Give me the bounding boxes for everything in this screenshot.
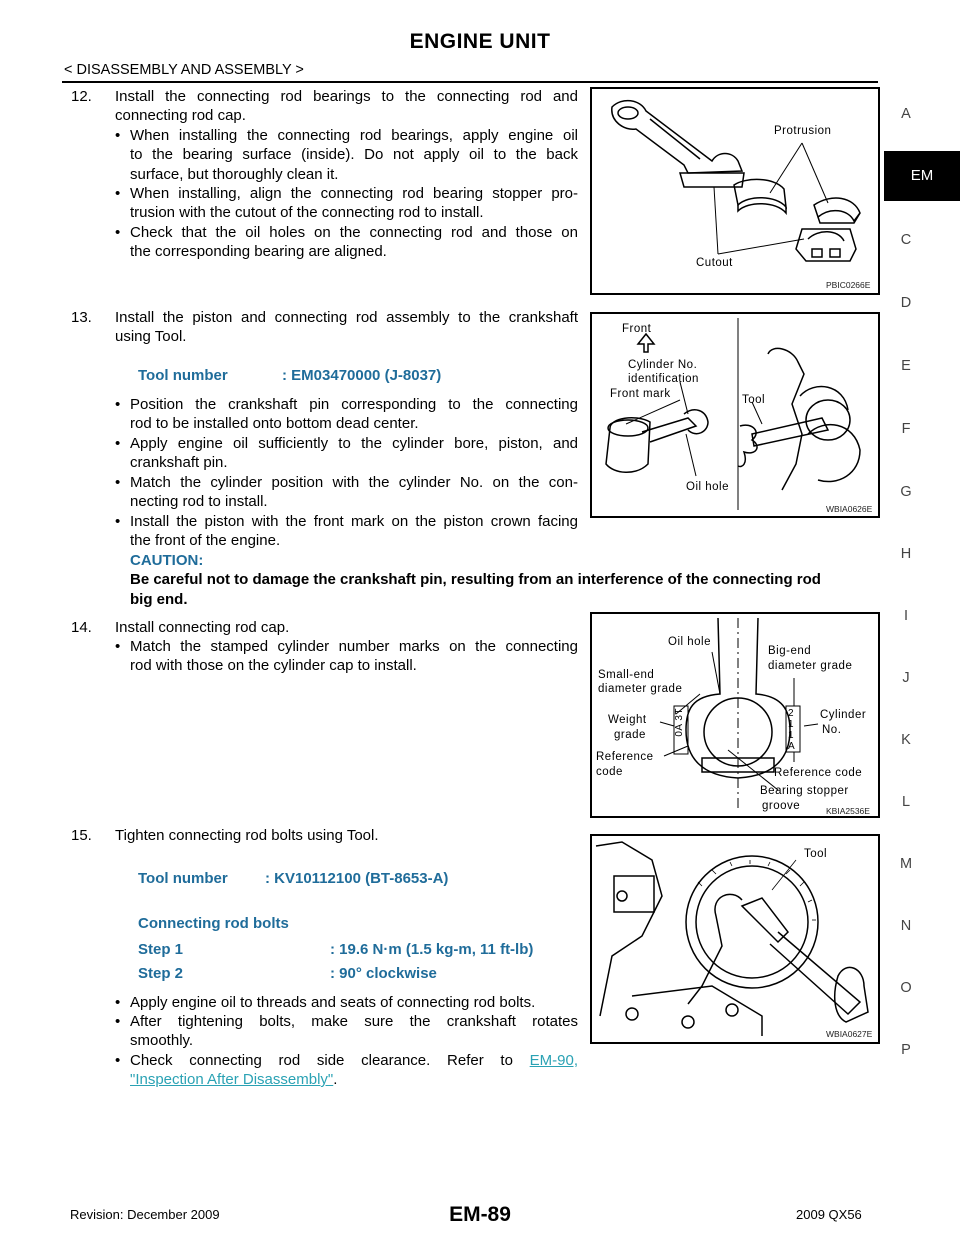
step-13-b2-l1: Apply engine oil sufficiently to the cylinder bore, piston, and [130, 435, 578, 452]
step-13-tool-label: Tool number [138, 367, 228, 384]
label-cylinder-id-1: Cylinder No. [628, 359, 698, 371]
step1-value: : 19.6 N·m (1.5 kg-m, 11 ft-lb) [330, 941, 534, 958]
figure-connecting-rod-bearings [590, 87, 880, 295]
stamp-grade-cylinder: 211A [788, 708, 796, 752]
bullet: • [115, 127, 121, 144]
label-tool: Tool [804, 848, 828, 860]
step-13-b3-l1: Match the cylinder position with the cylinder No. on the con- [130, 474, 578, 491]
side-tab-j[interactable]: J [902, 670, 910, 686]
label-reference-left-2: code [596, 766, 623, 778]
label-oil-hole: Oil hole [686, 481, 729, 493]
label-cylinder-2: No. [822, 724, 842, 736]
side-tab-l[interactable]: L [901, 794, 911, 810]
label-small-end-1: Small-end [598, 669, 655, 681]
figure-cylinder-number-marks [590, 612, 880, 818]
label-reference-right: Reference code [774, 767, 863, 779]
step-12-text-2: connecting rod cap. [115, 107, 246, 124]
side-tab-m[interactable]: M [899, 856, 913, 872]
step-13-text-1: Install the piston and connecting rod assembly to the crankshaft [115, 309, 578, 326]
footer-model: 2009 QX56 [796, 1207, 862, 1222]
label-bearing-stopper-2: groove [762, 800, 801, 812]
step-13-b2-l2: crankshaft pin. [130, 454, 228, 471]
side-tab-c[interactable]: C [900, 232, 912, 248]
side-tab-a[interactable]: A [901, 106, 911, 122]
side-tab-n[interactable]: N [900, 918, 912, 934]
step-15-b2-l2: smoothly. [130, 1032, 194, 1049]
step-12-b2-l2: trusion with the cutout of the connecting rod to install. [130, 204, 484, 221]
step-15-text-1: Tighten connecting rod bolts using Tool. [115, 827, 379, 844]
bullet: • [115, 185, 121, 202]
step-14-b1-l2: rod with those on the cylinder cap to install. [130, 657, 417, 674]
link-em-90[interactable]: EM-90, [529, 1052, 579, 1069]
header-rule [62, 81, 878, 83]
step-15-number: 15. [71, 827, 92, 844]
figure-1-illustration [592, 89, 878, 293]
reference-end: . [333, 1071, 338, 1088]
label-front: Front [622, 323, 652, 335]
bullet: • [115, 224, 121, 241]
step-12-b1-l3: surface, but thoroughly clean it. [130, 166, 339, 183]
step-14-b1-l1: Match the stamped cylinder number marks on the connecting [130, 638, 578, 655]
bullet: • [115, 994, 121, 1011]
step-12-b3-l2: the corresponding bearing are aligned. [130, 243, 387, 260]
bullet: • [115, 435, 121, 452]
side-tab-k[interactable]: K [901, 732, 911, 748]
step1-label: Step 1 [138, 941, 184, 958]
step-13-b1-l2: rod to be installed onto bottom dead center. [130, 415, 419, 432]
step-13-b3-l2: necting rod to install. [130, 493, 268, 510]
side-tab-d[interactable]: D [900, 295, 912, 311]
label-reference-left-1: Reference [596, 751, 654, 763]
step-12-b1-l1: When installing the connecting rod bearings, apply engine oil [130, 127, 578, 144]
step-13-b1-l1: Position the crankshaft pin corresponding to the connecting [130, 396, 578, 413]
figure-id: PBIC0266E [826, 280, 871, 290]
step-15-b2-l1: After tightening bolts, make sure the crankshaft rotates [130, 1013, 578, 1030]
figure-id: WBIA0627E [826, 1029, 873, 1039]
step-12-number: 12. [71, 88, 92, 105]
caution-text-1: Be careful not to damage the crankshaft pin, resulting from an interference of the connecting rod [130, 571, 821, 588]
caution-label: CAUTION: [130, 552, 204, 569]
label-big-end-2: diameter grade [768, 660, 853, 672]
step2-value: : 90° clockwise [330, 965, 437, 982]
side-tab-g[interactable]: G [900, 484, 912, 500]
step2-label: Step 2 [138, 965, 184, 982]
step-12-b1-l2: to the bearing surface (inside). Do not apply oil to the back [130, 146, 578, 163]
step-13-b4-l1: Install the piston with the front mark on the piston crown facing [130, 513, 578, 530]
label-weight-2: grade [614, 729, 646, 741]
label-cylinder-id-2: identification [628, 373, 699, 385]
figure-piston-installation [590, 312, 880, 518]
footer-revision: Revision: December 2009 [70, 1207, 220, 1222]
reference-text: Check connecting rod side clearance. Refer to [130, 1052, 513, 1069]
step-14-number: 14. [71, 619, 92, 636]
step-14-text-1: Install connecting rod cap. [115, 619, 290, 636]
step-12-text-1: Install the connecting rod bearings to the connecting rod and [115, 88, 578, 105]
bullet: • [115, 474, 121, 491]
side-tab-f[interactable]: F [901, 421, 911, 437]
step-13-tool-value: : EM03470000 (J-8037) [282, 367, 442, 384]
section-breadcrumb: < DISASSEMBLY AND ASSEMBLY > [64, 62, 304, 78]
bullet: • [115, 638, 121, 655]
figure-2-illustration [592, 314, 878, 516]
side-tab-e[interactable]: E [901, 358, 911, 374]
page-number: EM-89 [449, 1203, 511, 1226]
label-protrusion: Protrusion [774, 125, 832, 137]
bullet: • [115, 513, 121, 530]
label-big-end-1: Big-end [768, 645, 812, 657]
label-small-end-2: diameter grade [598, 683, 683, 695]
step-12-b2-l1: When installing, align the connecting rod bearing stopper pro- [130, 185, 578, 202]
step-13-b4-l2: the front of the engine. [130, 532, 281, 549]
figure-tighten-rod-bolts [590, 834, 880, 1044]
label-front-mark: Front mark [610, 388, 671, 400]
figure-id: KBIA2536E [826, 806, 870, 816]
side-tab-h[interactable]: H [900, 546, 912, 562]
page-title: ENGINE UNIT [409, 30, 551, 53]
step-15-tool-label: Tool number [138, 870, 228, 887]
step-15-tool-value: : KV10112100 (BT-8653-A) [265, 870, 449, 887]
stamp-weight-reference: 0A 3T [674, 708, 685, 737]
step-13-text-2: using Tool. [115, 328, 187, 345]
label-cutout: Cutout [696, 257, 733, 269]
label-cylinder-1: Cylinder [820, 709, 867, 721]
step-15-b3-l1 [130, 1051, 578, 1071]
bullet: • [115, 1013, 121, 1030]
label-weight-1: Weight [608, 714, 647, 726]
active-section-tab-label[interactable]: EM [910, 167, 934, 184]
side-tab-i[interactable]: I [903, 608, 909, 624]
label-tool: Tool [742, 394, 766, 406]
step-15-b1-l1: Apply engine oil to threads and seats of connecting rod bolts. [130, 994, 536, 1011]
figure-id: WBIA0626E [826, 504, 873, 514]
step-13-number: 13. [71, 309, 92, 326]
caution-text-2: big end. [130, 591, 188, 608]
figure-4-illustration [592, 836, 878, 1042]
label-bearing-stopper-1: Bearing stopper [760, 785, 849, 797]
bullet: • [115, 396, 121, 413]
label-oil-hole: Oil hole [668, 636, 711, 648]
side-tab-o[interactable]: O [900, 980, 912, 996]
link-inspection-after-disassembly[interactable]: "Inspection After Disassembly" [130, 1071, 334, 1088]
bolts-label: Connecting rod bolts [138, 915, 289, 932]
bullet: • [115, 1052, 121, 1069]
step-15-b3-l2 [130, 1070, 337, 1090]
side-tab-p[interactable]: P [901, 1042, 911, 1058]
step-12-b3-l1: Check that the oil holes on the connecting rod and those on [130, 224, 578, 241]
